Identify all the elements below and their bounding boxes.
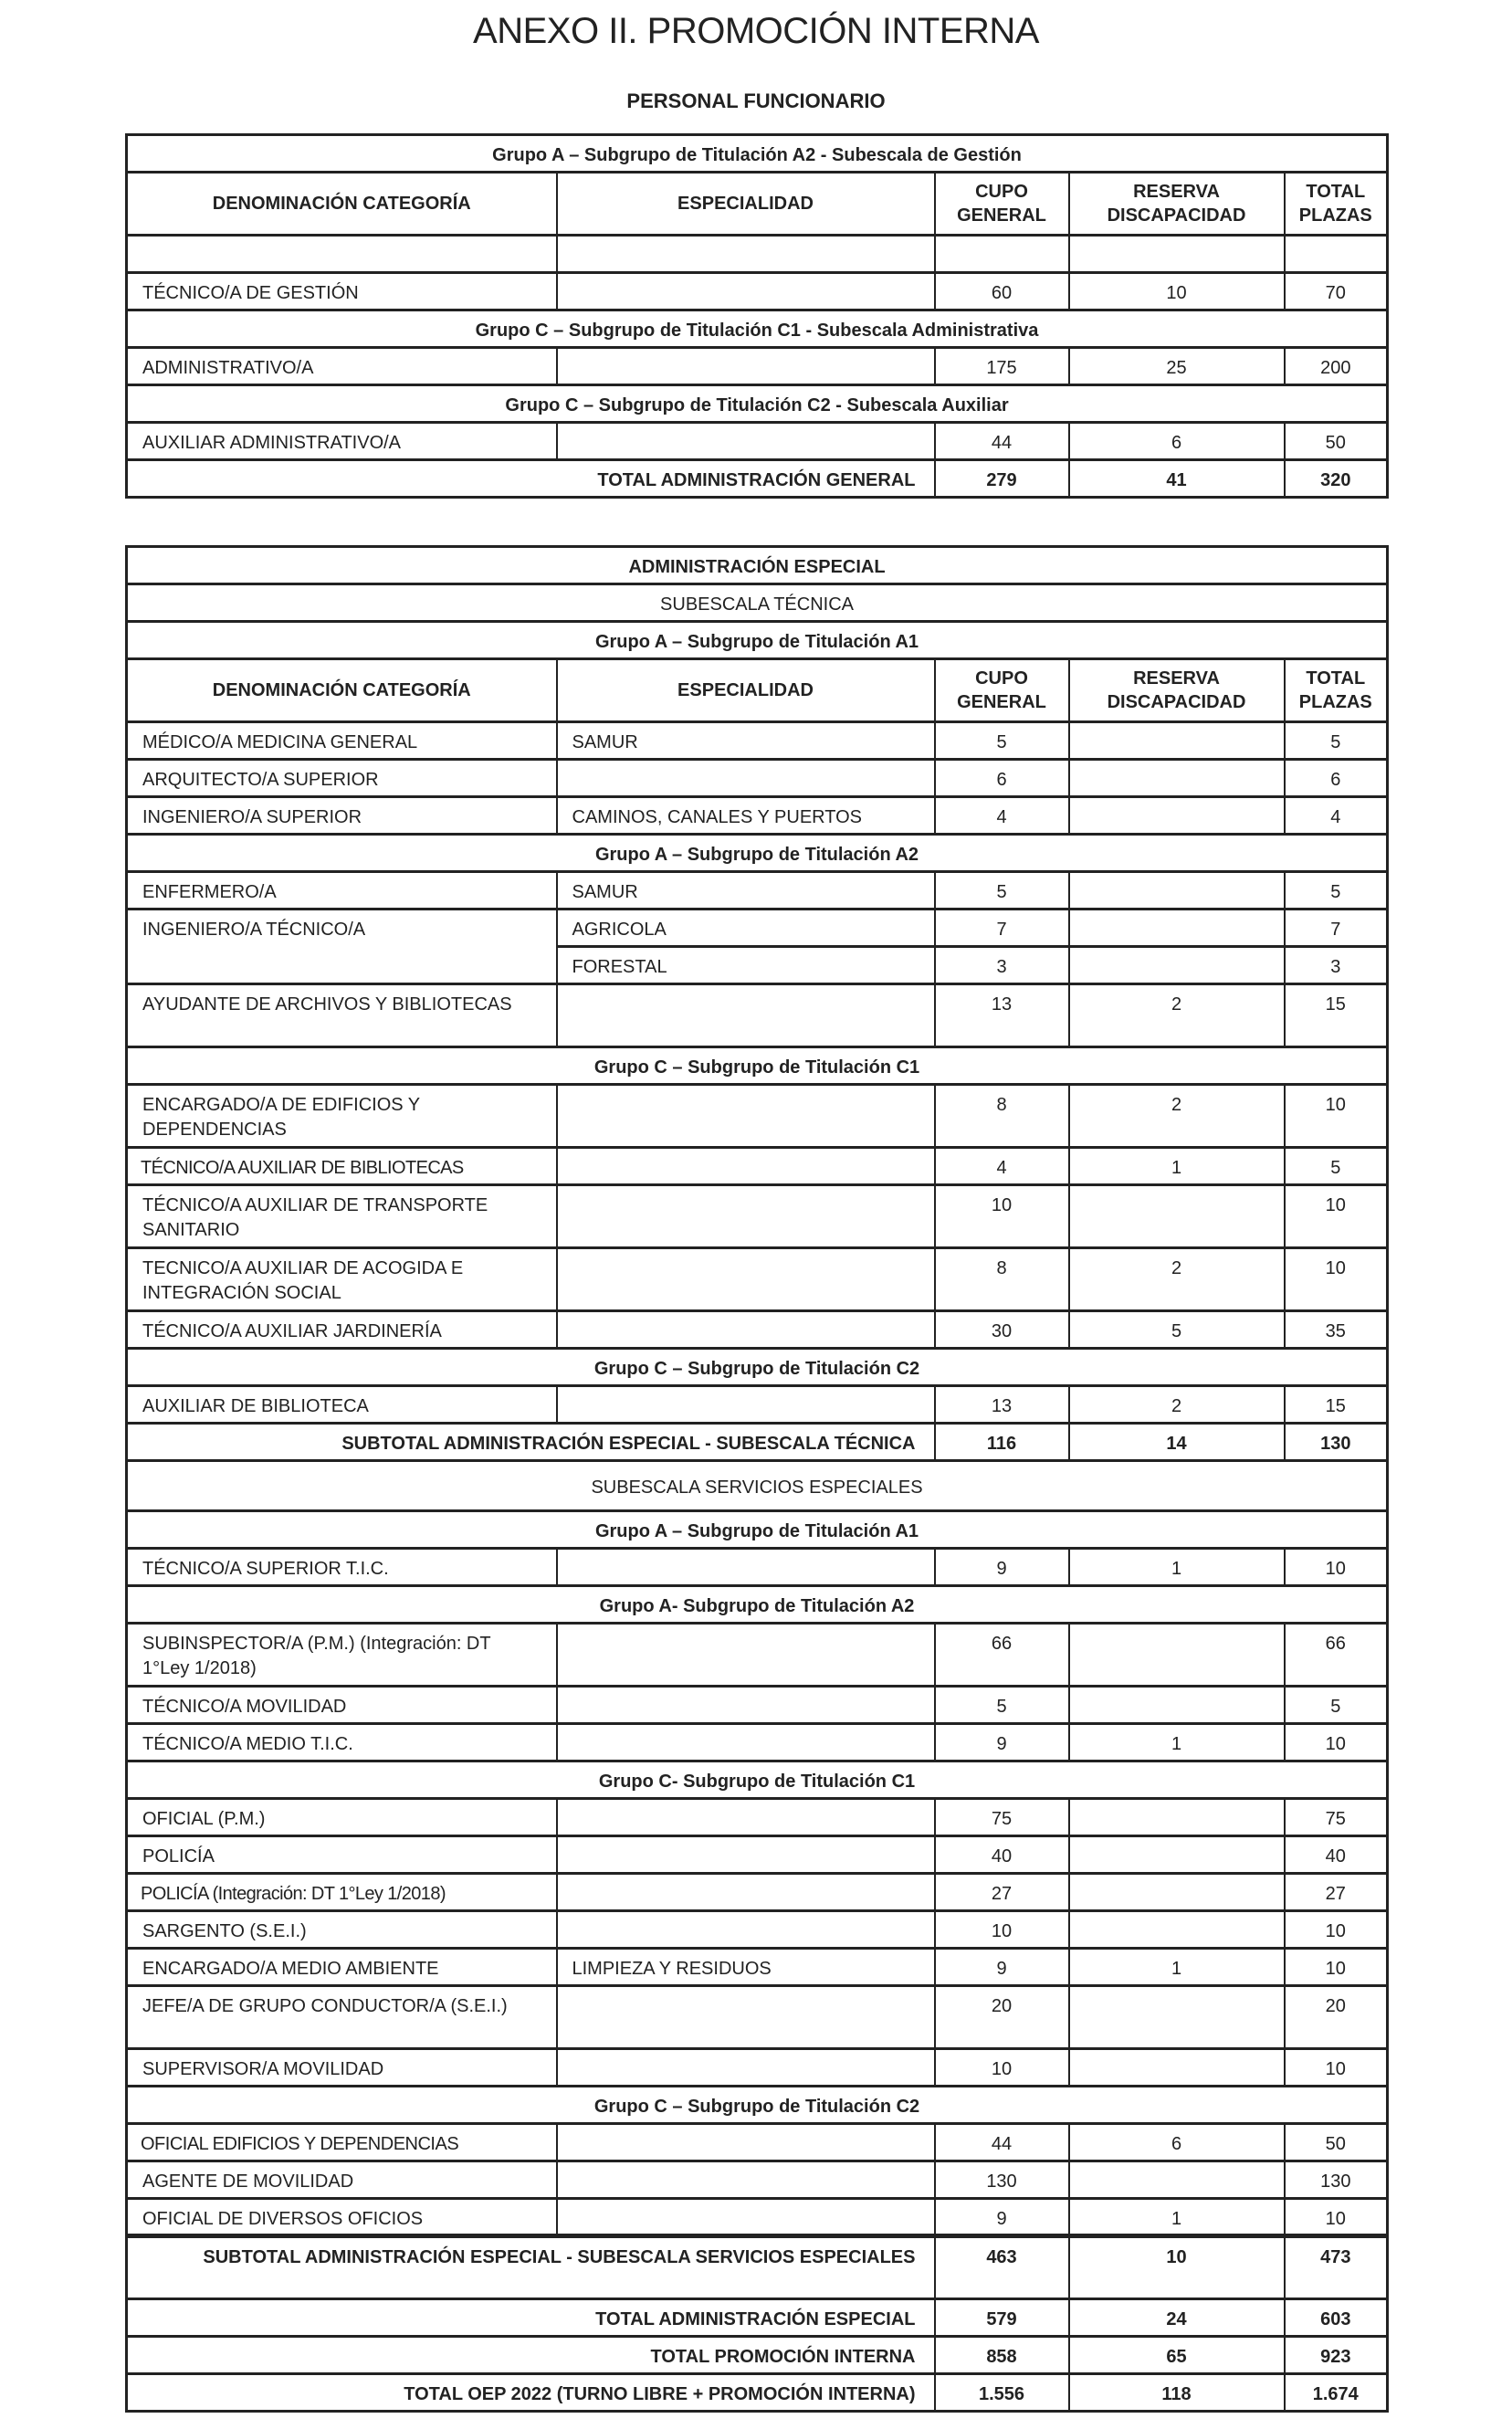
cell-total: 35 [1285,1311,1388,1349]
cell-reserva [1069,760,1285,797]
subtotal-row [127,2236,1388,2299]
table-row [127,760,1388,797]
total-plazas: 320 [1285,460,1388,498]
cell-especialidad [557,1248,935,1311]
cell-especialidad: AGRICOLA [557,910,935,947]
cell-cupo: 4 [935,797,1069,835]
table-row [127,2199,1388,2236]
cell-reserva [1069,1799,1285,1836]
cell-cupo: 30 [935,1311,1069,1349]
total-promocion-total: 923 [1285,2337,1388,2374]
cell-total: 40 [1285,1836,1388,1874]
table-row [127,1687,1388,1724]
group-heading: Grupo A – Subgrupo de Titulación A2 [127,835,1388,872]
cell-especialidad: LIMPIEZA Y RESIDUOS [557,1949,935,1986]
cell-categoria: AUXILIAR DE BIBLIOTECA [127,1386,557,1424]
col-header-reserva: RESERVA DISCAPACIDAD [1069,659,1285,722]
subtotal-reserva: 10 [1069,2236,1285,2299]
cell-reserva [1069,1986,1285,2049]
group-row [127,835,1388,872]
cell-total: 6 [1285,760,1388,797]
cell-categoria: TÉCNICO/A AUXILIAR JARDINERÍA [127,1311,557,1349]
cell-especialidad [557,1799,935,1836]
table-row [127,872,1388,910]
group-row [127,1349,1388,1386]
cell-cupo: 60 [935,273,1069,310]
table-row [127,2161,1388,2199]
group-heading: Grupo C – Subgrupo de Titulación C2 [127,2087,1388,2124]
total-label: TOTAL ADMINISTRACIÓN GENERAL [127,460,935,498]
total-plazas: 603 [1285,2299,1388,2337]
subscale-heading: SUBESCALA TÉCNICA [127,584,1388,622]
cell-cupo: 13 [935,1386,1069,1424]
blank-row [127,236,1388,273]
group-heading: Grupo A – Subgrupo de Titulación A1 [127,622,1388,659]
cell-cupo: 9 [935,1724,1069,1761]
cell-especialidad [557,1386,935,1424]
section-heading: ADMINISTRACIÓN ESPECIAL [127,547,1388,584]
cell-cupo: 5 [935,1687,1069,1724]
group-heading: Grupo C – Subgrupo de Titulación C1 - Subescala Administrativa [127,310,1388,348]
cell-especialidad [557,1185,935,1248]
cell-especialidad [557,760,935,797]
cell-especialidad [557,1085,935,1148]
cell-total: 27 [1285,1874,1388,1911]
cell-total: 10 [1285,1549,1388,1586]
cell-cupo: 8 [935,1085,1069,1148]
table-row [127,1185,1388,1248]
cell-categoria: ENCARGADO/A MEDIO AMBIENTE [127,1949,557,1986]
total-cupo: 279 [935,460,1069,498]
cell-reserva: 5 [1069,1311,1285,1349]
cell-categoria: TÉCNICO/A AUXILIAR DE BIBLIOTECAS [127,1148,557,1185]
group-heading: Grupo C- Subgrupo de Titulación C1 [127,1761,1388,1799]
total-row [127,2299,1388,2337]
cell-total: 75 [1285,1799,1388,1836]
cell-cupo: 9 [935,1949,1069,1986]
cell-total: 10 [1285,1911,1388,1949]
cell-reserva: 6 [1069,2124,1285,2161]
col-header-total: TOTAL PLAZAS [1285,173,1388,236]
cell-total: 10 [1285,2199,1388,2236]
table-row [127,1549,1388,1586]
cell-reserva [1069,1624,1285,1687]
cell-especialidad [557,1311,935,1349]
cell-categoria: POLICÍA (Integración: DT 1°Ley 1/2018) [127,1874,557,1911]
cell-especialidad [557,984,935,1047]
cell-total: 20 [1285,1986,1388,2049]
cell-especialidad [557,1874,935,1911]
section-row [127,547,1388,584]
cell-cupo: 5 [935,722,1069,760]
cell-reserva [1069,1185,1285,1248]
cell-especialidad [557,273,935,310]
subscale-heading: SUBESCALA SERVICIOS ESPECIALES [127,1461,1388,1511]
cell-especialidad: SAMUR [557,722,935,760]
table-row [127,1085,1388,1148]
cell-categoria: ENCARGADO/A DE EDIFICIOS Y DEPENDENCIAS [127,1085,557,1148]
cell-cupo: 10 [935,2049,1069,2087]
cell-total: 10 [1285,2049,1388,2087]
cell-cupo: 66 [935,1624,1069,1687]
cell-reserva [1069,947,1285,984]
section-subtitle: PERSONAL FUNCIONARIO [626,89,886,112]
cell-reserva: 25 [1069,348,1285,385]
table-row [127,2124,1388,2161]
cell-reserva [1069,797,1285,835]
cell-total: 5 [1285,872,1388,910]
total-cupo: 579 [935,2299,1069,2337]
total-reserva: 41 [1069,460,1285,498]
cell-especialidad [557,2124,935,2161]
cell-cupo: 75 [935,1799,1069,1836]
table-row [127,1248,1388,1311]
cell-cupo: 3 [935,947,1069,984]
table-row [127,1724,1388,1761]
cell-categoria: AUXILIAR ADMINISTRATIVO/A [127,423,557,460]
total-oep-total: 1.674 [1285,2374,1388,2412]
total-promocion-row [127,2337,1388,2374]
total-promocion-reserva: 65 [1069,2337,1285,2374]
cell-reserva [1069,722,1285,760]
cell-especialidad: CAMINOS, CANALES Y PUERTOS [557,797,935,835]
table-row [127,348,1388,385]
cell-especialidad [557,1986,935,2049]
page-title: ANEXO II. PROMOCIÓN INTERNA [473,11,1039,51]
cell-especialidad [557,1687,935,1724]
cell-especialidad [557,1148,935,1185]
cell-especialidad [557,1549,935,1586]
group-row [127,135,1388,173]
cell-total: 5 [1285,722,1388,760]
cell-especialidad [557,1836,935,1874]
cell-especialidad [557,348,935,385]
cell-reserva [1069,1874,1285,1911]
cell-cupo: 20 [935,1986,1069,2049]
cell-total: 66 [1285,1624,1388,1687]
group-heading: Grupo C – Subgrupo de Titulación C1 [127,1047,1388,1085]
cell-cupo: 44 [935,423,1069,460]
cell-total: 5 [1285,1148,1388,1185]
total-promocion-label: TOTAL PROMOCIÓN INTERNA [127,2337,935,2374]
total-oep-reserva: 118 [1069,2374,1285,2412]
table-row [127,1311,1388,1349]
cell-especialidad [557,2161,935,2199]
cell-cupo: 8 [935,1248,1069,1311]
cell-reserva: 1 [1069,2199,1285,2236]
group-heading: Grupo C – Subgrupo de Titulación C2 [127,1349,1388,1386]
col-header-categoria: DENOMINACIÓN CATEGORÍA [127,173,557,236]
cell-cupo: 40 [935,1836,1069,1874]
cell-cupo: 27 [935,1874,1069,1911]
cell-categoria: SUPERVISOR/A MOVILIDAD [127,2049,557,2087]
header-row [127,659,1388,722]
group-heading: Grupo A – Subgrupo de Titulación A1 [127,1511,1388,1549]
cell-cupo: 6 [935,760,1069,797]
group-row [127,1047,1388,1085]
group-heading: Grupo A- Subgrupo de Titulación A2 [127,1586,1388,1624]
table-row [127,910,1388,947]
table-row [127,984,1388,1047]
col-header-reserva: RESERVA DISCAPACIDAD [1069,173,1285,236]
cell-categoria: TÉCNICO/A AUXILIAR DE TRANSPORTE SANITARIO [127,1185,557,1248]
cell-categoria: INGENIERO/A TÉCNICO/A [127,910,557,984]
table-row [127,1836,1388,1874]
col-header-especialidad: ESPECIALIDAD [557,173,935,236]
cell-reserva: 2 [1069,984,1285,1047]
cell-especialidad [557,2049,935,2087]
subtotal-reserva: 14 [1069,1424,1285,1461]
cell-reserva: 1 [1069,1949,1285,1986]
cell-total: 10 [1285,1724,1388,1761]
cell-reserva: 10 [1069,273,1285,310]
table-row [127,2049,1388,2087]
cell-total: 15 [1285,984,1388,1047]
header-row [127,173,1388,236]
cell-cupo: 7 [935,910,1069,947]
cell-especialidad: SAMUR [557,872,935,910]
total-oep-label: TOTAL OEP 2022 (TURNO LIBRE + PROMOCIÓN INTERNA) [127,2374,935,2412]
cell-reserva: 2 [1069,1386,1285,1424]
cell-total: 130 [1285,2161,1388,2199]
cell-reserva: 2 [1069,1248,1285,1311]
subtotal-cupo: 116 [935,1424,1069,1461]
cell-reserva [1069,2049,1285,2087]
total-reserva: 24 [1069,2299,1285,2337]
total-oep-row [127,2374,1388,2412]
cell-especialidad [557,1624,935,1687]
cell-reserva: 1 [1069,1148,1285,1185]
cell-categoria: MÉDICO/A MEDICINA GENERAL [127,722,557,760]
cell-cupo: 4 [935,1148,1069,1185]
cell-reserva: 1 [1069,1549,1285,1586]
table-row [127,1624,1388,1687]
cell-especialidad [557,423,935,460]
col-header-cupo: CUPO GENERAL [935,659,1069,722]
subscale-row [127,1461,1388,1511]
cell-total: 10 [1285,1949,1388,1986]
subtotal-total: 130 [1285,1424,1388,1461]
cell-categoria: ENFERMERO/A [127,872,557,910]
cell-total: 70 [1285,273,1388,310]
table-row [127,1986,1388,2049]
table-row [127,1949,1388,1986]
table-row [127,1148,1388,1185]
cell-categoria: AYUDANTE DE ARCHIVOS Y BIBLIOTECAS [127,984,557,1047]
total-row [127,460,1388,498]
cell-total: 10 [1285,1085,1388,1148]
total-promocion-cupo: 858 [935,2337,1069,2374]
cell-especialidad [557,1911,935,1949]
table-row [127,273,1388,310]
group-row [127,1586,1388,1624]
subtotal-row [127,1424,1388,1461]
cell-cupo: 5 [935,872,1069,910]
subtotal-cupo: 463 [935,2236,1069,2299]
group-row [127,1511,1388,1549]
cell-cupo: 175 [935,348,1069,385]
subscale-row [127,584,1388,622]
cell-categoria: SARGENTO (S.E.I.) [127,1911,557,1949]
cell-cupo: 130 [935,2161,1069,2199]
cell-categoria: TÉCNICO/A DE GESTIÓN [127,273,557,310]
cell-categoria: JEFE/A DE GRUPO CONDUCTOR/A (S.E.I.) [127,1986,557,2049]
cell-especialidad [557,1724,935,1761]
cell-reserva: 1 [1069,1724,1285,1761]
cell-cupo: 10 [935,1911,1069,1949]
cell-categoria: ADMINISTRATIVO/A [127,348,557,385]
group-heading: Grupo A – Subgrupo de Titulación A2 - Subescala de Gestión [127,135,1388,173]
cell-total: 10 [1285,1185,1388,1248]
subtotal-label: SUBTOTAL ADMINISTRACIÓN ESPECIAL - SUBESCALA TÉCNICA [127,1424,935,1461]
cell-reserva [1069,1911,1285,1949]
cell-reserva: 2 [1069,1085,1285,1148]
col-header-categoria: DENOMINACIÓN CATEGORÍA [127,659,557,722]
cell-categoria: SUBINSPECTOR/A (P.M.) (Integración: DT 1°Ley 1/2018) [127,1624,557,1687]
table-row [127,722,1388,760]
admin-general-table [125,133,1389,499]
cell-reserva [1069,1836,1285,1874]
subtotal-total: 473 [1285,2236,1388,2299]
group-row [127,1761,1388,1799]
group-row [127,2087,1388,2124]
cell-total: 200 [1285,348,1388,385]
cell-categoria: INGENIERO/A SUPERIOR [127,797,557,835]
cell-total: 15 [1285,1386,1388,1424]
table-row [127,1386,1388,1424]
cell-categoria: TÉCNICO/A MOVILIDAD [127,1687,557,1724]
table-row [127,797,1388,835]
cell-categoria: AGENTE DE MOVILIDAD [127,2161,557,2199]
cell-total: 5 [1285,1687,1388,1724]
group-row [127,622,1388,659]
table-row [127,1799,1388,1836]
cell-categoria: OFICIAL EDIFICIOS Y DEPENDENCIAS [127,2124,557,2161]
cell-total: 50 [1285,2124,1388,2161]
cell-categoria: TÉCNICO/A MEDIO T.I.C. [127,1724,557,1761]
cell-total: 4 [1285,797,1388,835]
cell-total: 7 [1285,910,1388,947]
group-row [127,385,1388,423]
cell-especialidad: FORESTAL [557,947,935,984]
cell-cupo: 9 [935,1549,1069,1586]
total-label: TOTAL ADMINISTRACIÓN ESPECIAL [127,2299,935,2337]
cell-especialidad [557,2199,935,2236]
cell-categoria: TECNICO/A AUXILIAR DE ACOGIDA E INTEGRACIÓN SOCIAL [127,1248,557,1311]
cell-total: 50 [1285,423,1388,460]
subtotal-label: SUBTOTAL ADMINISTRACIÓN ESPECIAL - SUBESCALA SERVICIOS ESPECIALES [127,2236,935,2299]
cell-categoria: OFICIAL (P.M.) [127,1799,557,1836]
cell-reserva [1069,1687,1285,1724]
group-heading: Grupo C – Subgrupo de Titulación C2 - Subescala Auxiliar [127,385,1388,423]
table-row [127,1874,1388,1911]
total-oep-cupo: 1.556 [935,2374,1069,2412]
cell-reserva [1069,2161,1285,2199]
cell-cupo: 44 [935,2124,1069,2161]
group-row [127,310,1388,348]
col-header-total: TOTAL PLAZAS [1285,659,1388,722]
cell-cupo: 9 [935,2199,1069,2236]
cell-reserva: 6 [1069,423,1285,460]
cell-reserva [1069,872,1285,910]
cell-cupo: 13 [935,984,1069,1047]
cell-total: 10 [1285,1248,1388,1311]
table-row [127,423,1388,460]
cell-total: 3 [1285,947,1388,984]
cell-categoria: ARQUITECTO/A SUPERIOR [127,760,557,797]
cell-cupo: 10 [935,1185,1069,1248]
admin-especial-table [125,545,1389,2413]
col-header-cupo: CUPO GENERAL [935,173,1069,236]
col-header-especialidad: ESPECIALIDAD [557,659,935,722]
cell-categoria: OFICIAL DE DIVERSOS OFICIOS [127,2199,557,2236]
cell-reserva [1069,910,1285,947]
cell-categoria: POLICÍA [127,1836,557,1874]
table-row [127,1911,1388,1949]
cell-categoria: TÉCNICO/A SUPERIOR T.I.C. [127,1549,557,1586]
